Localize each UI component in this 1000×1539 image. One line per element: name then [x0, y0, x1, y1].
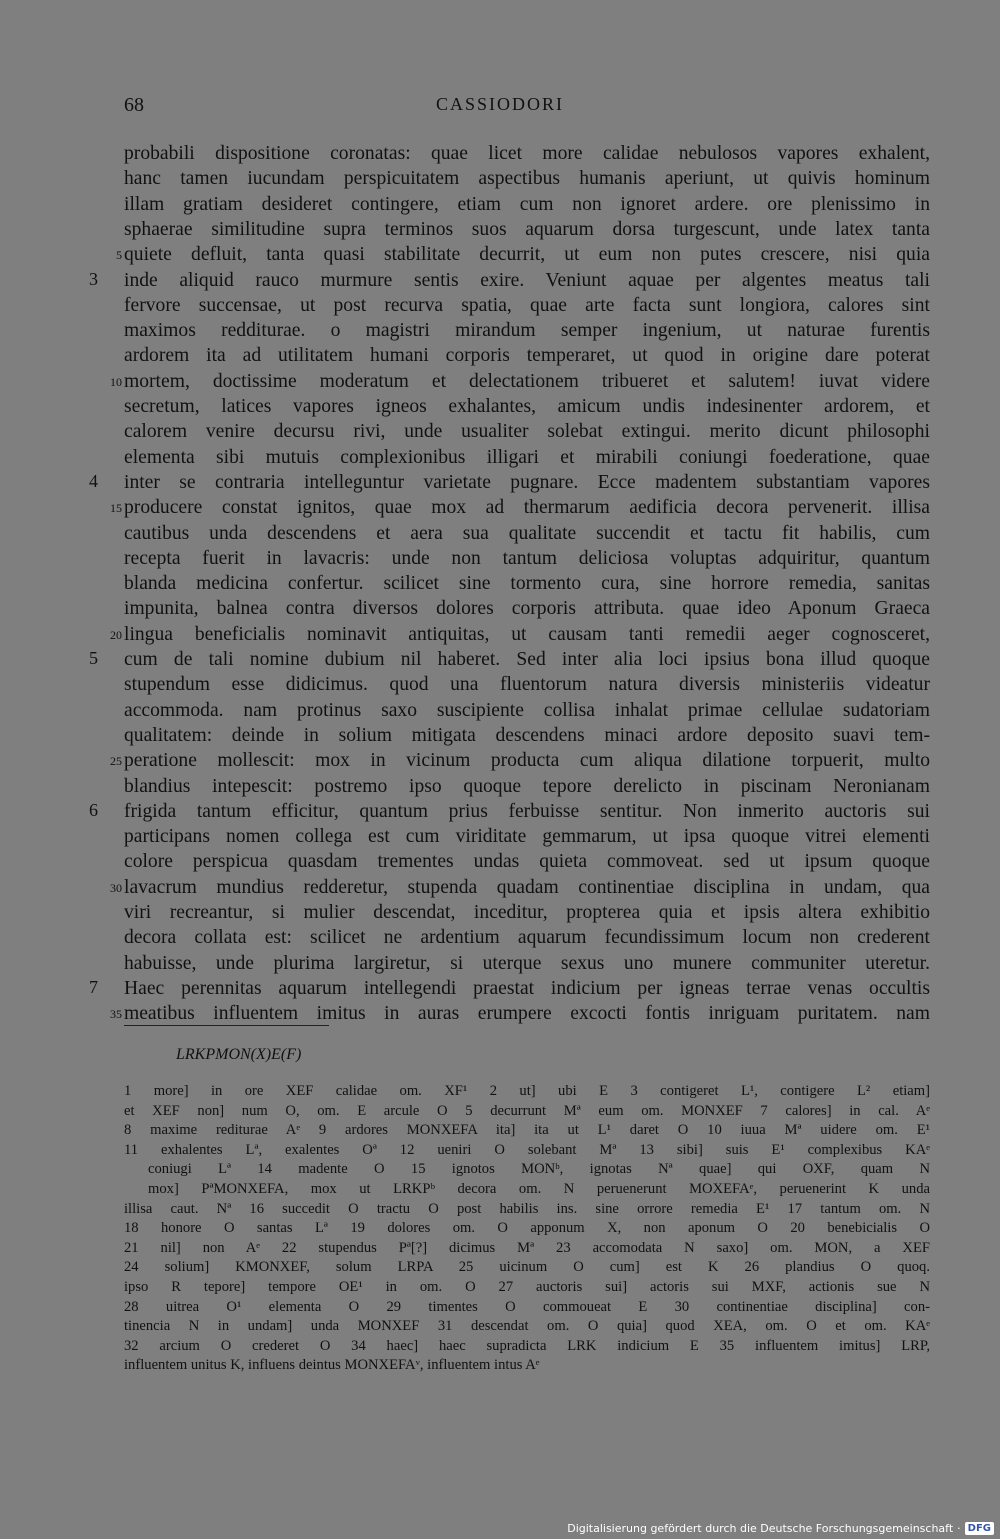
line-number: 25: [110, 754, 122, 769]
text-line: habuisse, unde plurima largiretur, si uterque sexus uno munere communiter uteretur.: [124, 952, 930, 974]
line-number: 5: [116, 248, 122, 263]
text-line: blandius intepescit: postremo ipso quoque tepore derelicto in piscinam Neronianam: [124, 775, 930, 797]
text-line: meatibus influentem imitus in auras erumpere excocti fontis inriguam puritatem. nam: [124, 1003, 930, 1025]
text-line: recepta fuerit in lavacris: unde non tantum deliciosa voluptas adquiritur, quantum: [124, 547, 930, 569]
text-line: ardorem ita ad utilitatem humani corporis temperaret, ut quod in origine dare poterat: [124, 345, 930, 367]
apparatus-line: coniugi Lª 14 madente O 15 ignotos MONᵇ, ignotas Nª quae] qui OXF, quam N: [148, 1161, 930, 1178]
apparatus-line: et XEF non] num O, om. E arcule O 5 decurrunt Mª eum om. MONXEF 7 calores] in cal. Aᵉ: [124, 1102, 930, 1119]
section-number: 6: [89, 799, 98, 820]
footer-text: Digitalisierung gefördert durch die Deutsche Forschungsgemeinschaft: [567, 1522, 954, 1535]
text-line: fervore succensae, ut post recurva spatia, quae arte facta sunt longiora, calores sint: [124, 294, 930, 316]
text-line: viri recreantur, si mulier descendat, inceditur, propterea quia et ipsis altera exhibitio: [124, 902, 930, 923]
line-number: 30: [110, 880, 122, 895]
section-number: 7: [89, 976, 98, 997]
line-number: 15: [110, 501, 122, 516]
text-line: probabili dispositione coronatas: quae licet more calidae nebulosos vapores exhalent,: [124, 143, 930, 164]
text-line: illam gratiam desideret contingere, etiam cum non ignoret ardere. ore plenissimo in: [124, 193, 930, 215]
footer-credit: [567, 1522, 994, 1535]
text-line: qualitatem: deinde in solium mitigata descendens minaci ardore deposito suavi tem-: [124, 724, 930, 746]
line-number: 35: [110, 1007, 122, 1022]
text-line: lavacrum mundius redderetur, stupenda quadam continentiae disciplina in undam, qua: [124, 876, 930, 898]
text-line: impunita, balnea contra diversos dolores corporis attributa. quae ideo Aponum Graeca: [124, 598, 930, 620]
text-line: decora collata est: scilicet ne ardentium aquarum fecundissimum locum non crederent: [124, 927, 930, 949]
apparatus-line: tinencia N in undam] unda MONXEF 31 descendat om. O quia] quod XEA, om. O et om. KAᵉ: [124, 1318, 930, 1335]
text-line: peratione mollescit: mox in vicinum producta cum aliqua dilatione torpuerit, multo: [124, 750, 930, 772]
text-line: calorem venire decursu rivi, unde usualiter solebat extingui. merito dicunt philosophi: [124, 421, 930, 443]
apparatus-line: 24 solium] KMONXEF, solum LRPA 25 uicinum O cum] est K 26 plandius O quoq.: [124, 1259, 930, 1276]
text-line: hanc tamen iucundam perspicuitatem aspectibus humanis aperiunt, ut quivis hominum: [124, 168, 930, 190]
line-number: 10: [110, 374, 122, 389]
section-number: 5: [89, 648, 98, 668]
text-line: sphaerae similitudine supra terminos suos aquarum dorsa turgescunt, unde latex tanta: [124, 218, 930, 240]
apparatus-line: 32 arcium O crederet O 34 haec] haec supradicta LRK indicium E 35 influentem imitus] LRP,: [124, 1337, 930, 1354]
text-line: maximos redditurae. o magistri mirandum semper ingenium, ut naturae furentis: [124, 320, 930, 342]
apparatus-line: ipso R tepore] tempore OE¹ in om. O 27 auctoris sui] actoris sui MXF, actionis sue N: [124, 1279, 930, 1295]
text-line: inde aliquid rauco murmure sentis exire. Veniunt aquae per algentes meatus tali: [124, 269, 930, 291]
text-line: mortem, doctissime moderatum et delectationem tribueret et salutem! iuvat videre: [124, 370, 930, 392]
text-line: frigida tantum efficitur, quantum prius ferbuisse sentitur. Non inmerito auctoris sui: [124, 800, 930, 822]
text-line: blanda medicina confertur. scilicet sine tormento cura, sine horrore remedia, sanitas: [124, 573, 930, 595]
apparatus-line: illisa caut. Nª 16 succedit O tractu O post habilis ins. sine orrore remedia E¹ 17 tantum om. N: [124, 1200, 930, 1217]
apparatus-line: 11 exhalentes Lª, exalentes Oª 12 ueniri O solebant Mª 13 sibi] suis E¹ complexibus KAᵉ: [124, 1141, 930, 1158]
text-line: lingua beneficialis nominavit antiquitas, ut causam tanti remedii aeger cognosceret,: [124, 623, 930, 645]
running-title: CASSIODORI: [435, 94, 565, 114]
text-line: secretum, latices vapores igneos exhalantes, amicum undis indesinenter ardorem, et: [124, 396, 930, 417]
text-line: cautibus unda descendens et aera sua qualitate succendit et tactu fit habilis, cum: [124, 522, 930, 544]
text-line: stupendum esse didicimus. quod una fluentorum natura diversis ministeriis videatur: [124, 674, 930, 696]
text-line: producere constat ignitos, quae mox ad thermarum aedificia decora pervenerit. illisa: [124, 497, 930, 519]
section-number: 4: [89, 470, 98, 491]
line-number: 20: [110, 627, 122, 642]
text-line: cum de tali nomine dubium nil haberet. Sed inter alia loci ipsius bona illud quoque: [124, 649, 930, 670]
footer-separator: ·: [957, 1522, 961, 1535]
footnote-rule: [124, 1025, 329, 1026]
apparatus-line: 8 maxime rediturae Aᵉ 9 ardores MONXEFA ita] ita ut L¹ daret O 10 iuua Mª uidere om. E¹: [124, 1122, 930, 1139]
apparatus-line: mox] PªMONXEFA, mox ut LRKPᵇ decora om. N peruenerunt MOXEFAᵉ, peruenerint K unda: [148, 1181, 930, 1197]
text-line: colore perspicua quasdam trementes undas quieta commoveat. sed ut ipsum quoque: [124, 851, 930, 873]
apparatus-line: 18 honore O santas Lª 19 dolores om. O apponum X, non aponum O 20 benebicialis O: [124, 1220, 930, 1237]
text-line: Haec perennitas aquarum intellegendi praestat indicium per igneas terrae venas occultis: [124, 977, 930, 999]
apparatus-line: 28 uitrea O¹ elementa O 29 timentes O commoueat E 30 continentiae disciplina] con-: [124, 1298, 930, 1315]
text-line: inter se contraria intelleguntur varietate pugnare. Ecce madentem substantiam vapores: [124, 471, 930, 493]
section-number: 3: [89, 268, 98, 289]
apparatus-line: 1 more] in ore XEF calidae om. XF¹ 2 ut] ubi E 3 contigeret L¹, contigere L² etiam]: [124, 1083, 930, 1099]
text-line: quiete defluit, tanta quasi stabilitate decurrit, ut eum non putes crescere, nisi quia: [124, 244, 930, 266]
text-line: participans nomen collega est cum viriditate gemmarum, ut ipsa quoque vitrei elementi: [124, 826, 930, 848]
dfg-logo-icon: DFG: [965, 1522, 994, 1535]
apparatus-sigla: LRKPMON(X)E(F): [176, 1046, 302, 1063]
apparatus-line: 21 nil] non Aᵉ 22 stupendus Pª[?] dicimus Mª 23 accomodata N saxo] om. MON, a XEF: [124, 1239, 930, 1256]
text-line: accommoda. nam protinus saxo suscipiente collisa inhalat primae cellulae sudatoriam: [124, 699, 930, 721]
page-number: 68: [124, 94, 144, 116]
text-line: elementa sibi mutuis complexionibus illigari et mirabili coniungi foederatione, quae: [124, 446, 930, 468]
apparatus-line: influentem unitus K, influens deintus MONXEFAᵛ, influentem intus Aᵉ: [124, 1357, 540, 1374]
